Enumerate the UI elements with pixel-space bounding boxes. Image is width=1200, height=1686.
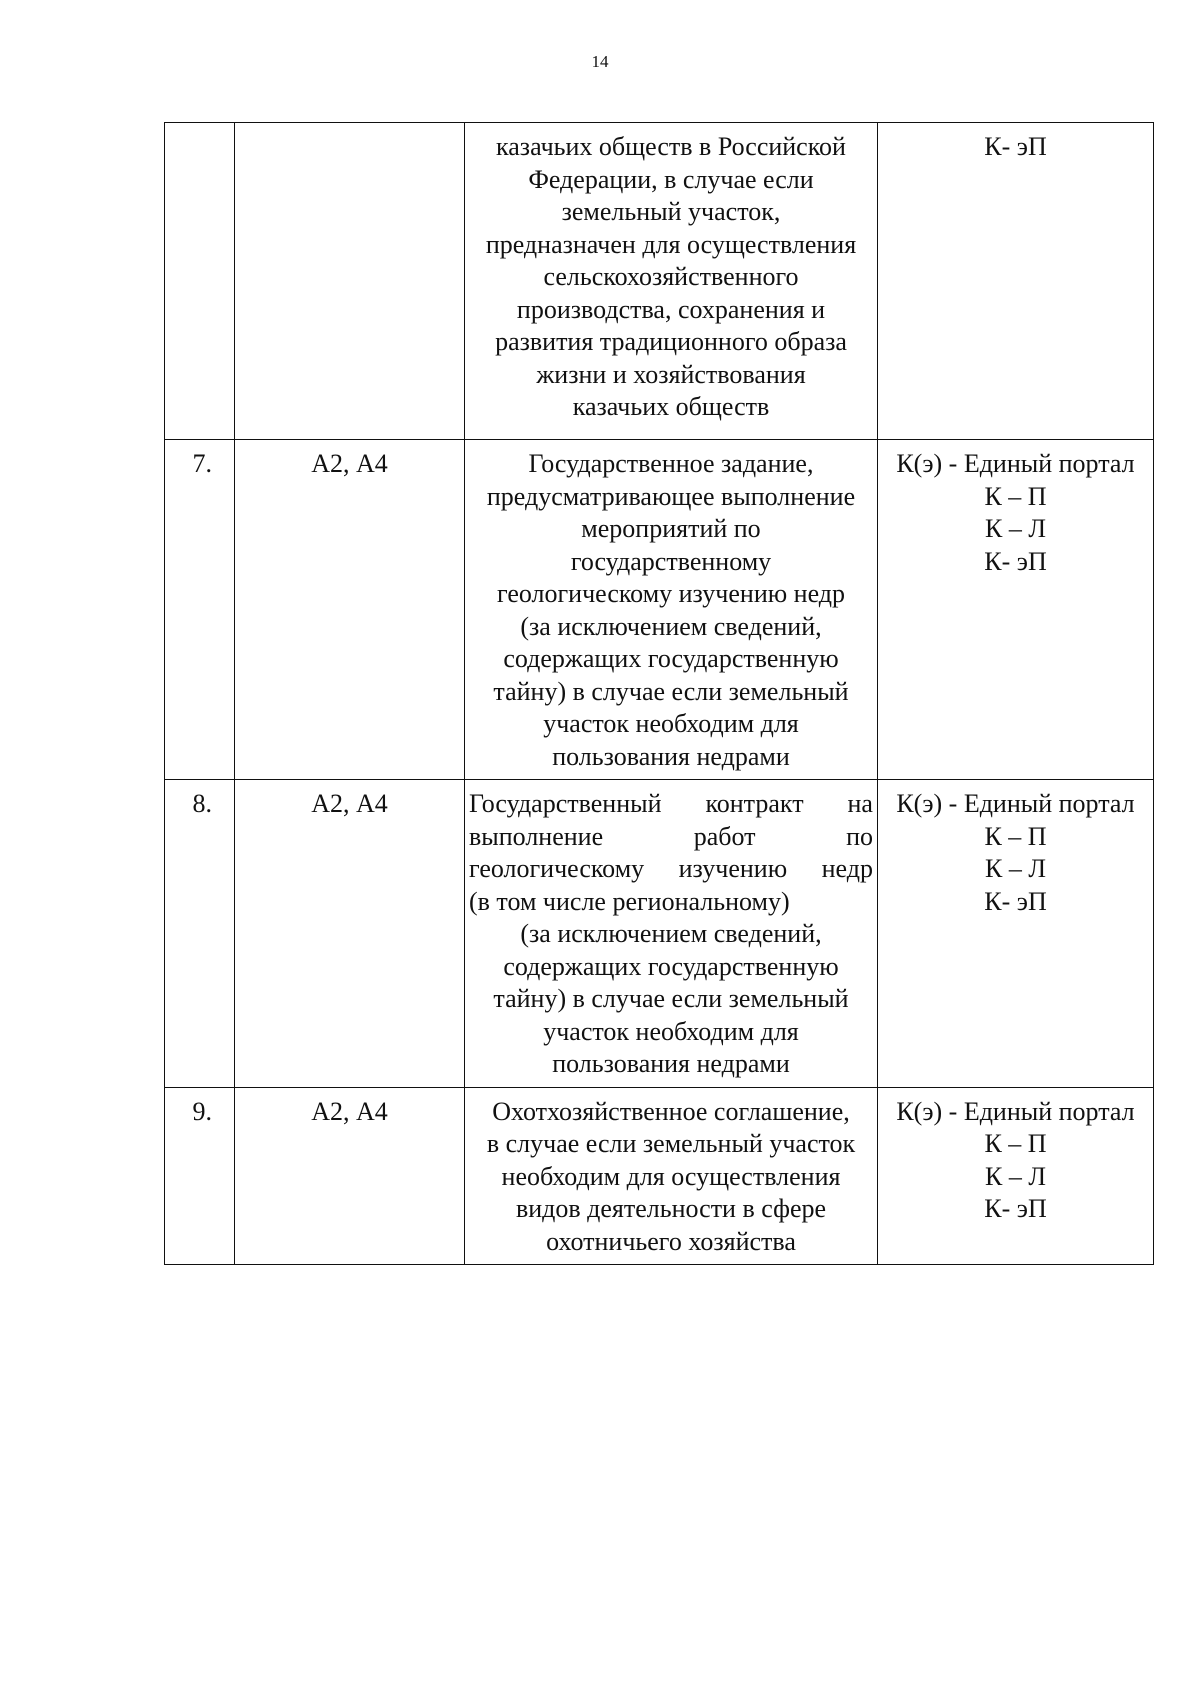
row-number: 9. — [165, 1087, 235, 1265]
description-line: казачьих обществ — [572, 392, 770, 421]
row-codes: А2, А4 — [235, 440, 465, 780]
channel-line: К(э) - Единый портал — [896, 449, 1135, 478]
channel-line: К – П — [984, 481, 1047, 511]
description-line: геологическому изучению недр — [497, 579, 845, 608]
row-number — [165, 123, 235, 440]
row-description — [465, 440, 878, 780]
table-row — [165, 123, 1154, 440]
description-line: производства, сохранения и — [516, 294, 826, 324]
description-line: Федерации, в случае если — [528, 164, 814, 194]
description-word: работ — [693, 821, 756, 851]
description-line: тайну) в случае если земельный — [493, 984, 849, 1013]
row-channels — [878, 440, 1154, 780]
description-line — [469, 821, 873, 854]
description-line: охотничьего хозяйства — [546, 1226, 796, 1256]
row-channels — [878, 780, 1154, 1088]
description-line: Охотхозяйственное соглашение, — [492, 1096, 850, 1126]
description-line: содержащих государственную — [503, 644, 839, 673]
description-line: Государственное задание, — [528, 449, 814, 478]
row-channels — [878, 1087, 1154, 1265]
description-line: видов деятельности в сфере — [515, 1194, 827, 1223]
row-channels — [878, 123, 1154, 440]
channel-line: К(э) - Единый портал — [896, 1096, 1135, 1126]
description-line — [469, 853, 873, 886]
table-row — [165, 780, 1154, 1088]
description-line: государственному — [570, 546, 772, 576]
description-line: в случае если земельный участок — [486, 1129, 856, 1158]
row-codes: А2, А4 — [235, 1087, 465, 1265]
description-line: развития традиционного образа — [495, 327, 847, 356]
row-description — [465, 123, 878, 440]
channel-line: К- эП — [984, 886, 1047, 916]
row-codes — [235, 123, 465, 440]
row-number: 8. — [165, 780, 235, 1088]
row-codes: А2, А4 — [235, 780, 465, 1088]
channel-line: К- эП — [984, 546, 1047, 576]
channel-line: К – Л — [985, 514, 1046, 543]
description-line: пользования недрами — [552, 1049, 790, 1078]
description-line: предназначен для осуществления — [485, 229, 857, 259]
page-number: 14 — [591, 52, 609, 71]
description-word: Государственный — [469, 789, 662, 818]
description-word: по — [846, 821, 873, 851]
channel-line: К- эП — [984, 1194, 1047, 1223]
row-description — [465, 780, 878, 1088]
description-line: земельный участок, — [561, 197, 781, 226]
row-description — [465, 1087, 878, 1265]
description-line: участок необходим для — [543, 1016, 799, 1046]
description-line: казачьих обществ в Российской — [496, 132, 846, 161]
description-line: (за исключением сведений, — [520, 611, 822, 641]
row-number: 7. — [165, 440, 235, 780]
channel-line: К – П — [984, 821, 1047, 851]
description-line: пользования недрами — [552, 741, 790, 771]
document-table — [164, 122, 1154, 1265]
channel-line: К(э) - Единый портал — [896, 789, 1135, 818]
description-line: участок необходим для — [543, 709, 799, 738]
description-line: содержащих государственную — [503, 951, 839, 981]
description-line: тайну) в случае если земельный — [493, 676, 849, 706]
table-row — [165, 440, 1154, 780]
channel-line: К – Л — [985, 1161, 1046, 1191]
description-line: (за исключением сведений, — [520, 919, 822, 948]
description-word: изучению — [678, 854, 788, 883]
table-row — [165, 1087, 1154, 1265]
description-line: необходим для осуществления — [501, 1161, 841, 1191]
description-line: сельскохозяйственного — [543, 262, 799, 291]
description-word: выполнение — [469, 821, 604, 851]
description-line — [469, 788, 873, 821]
description-line: предусматривающее выполнение — [486, 481, 856, 511]
description-line: (в том числе региональному) — [469, 886, 790, 916]
description-word: геологическому — [469, 854, 645, 883]
channel-line: К – П — [984, 1129, 1047, 1158]
description-line: жизни и хозяйствования — [536, 359, 806, 389]
description-word: контракт — [705, 789, 804, 818]
description-word: на — [847, 789, 873, 818]
channel-line: К- эП — [984, 132, 1047, 161]
description-line: мероприятий по — [581, 514, 761, 543]
channel-line: К – Л — [985, 854, 1046, 883]
description-word: недр — [821, 854, 873, 883]
